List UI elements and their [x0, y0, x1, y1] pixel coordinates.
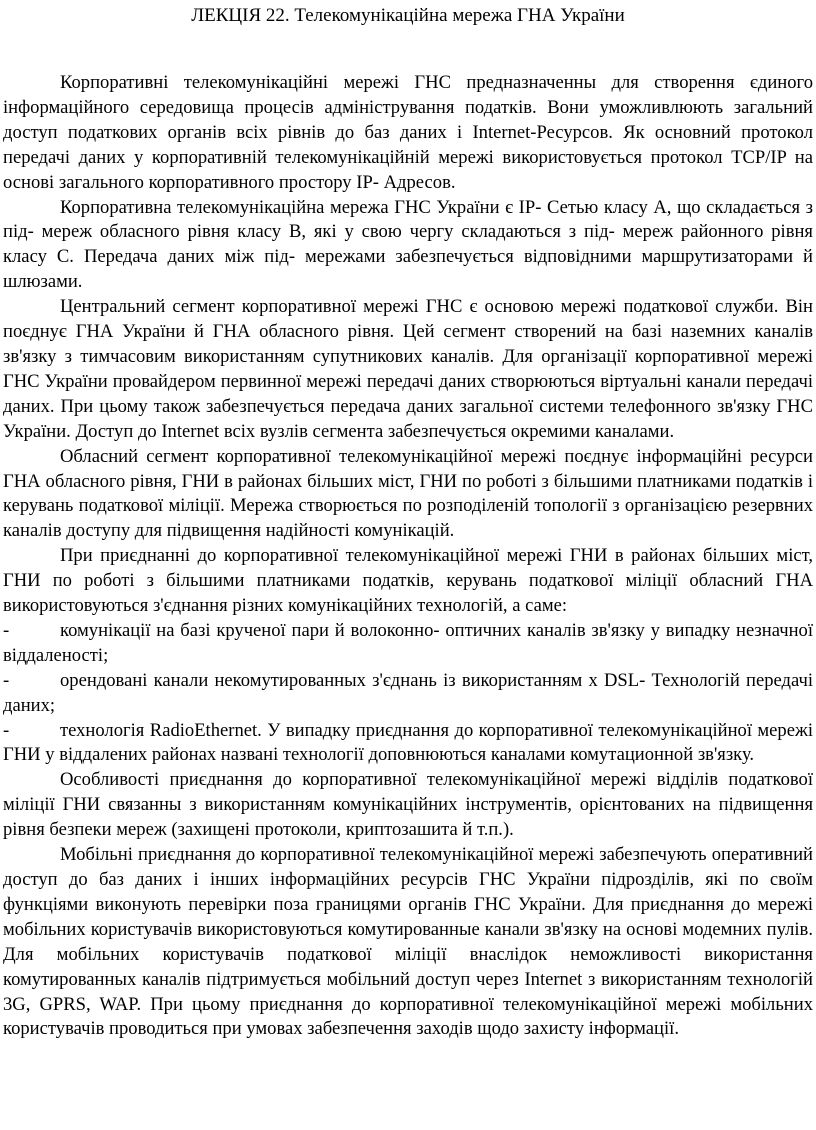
list-item-text: орендовані канали некомутированных з'єднань із використанням х DSL- Технологій передачі даних; [3, 669, 813, 716]
list-item-text: технологія RadioEthernet. У випадку приєднання до корпоративної телекомунікаційної мережі ГНИ у віддалених районах названі технології доповнюються каналами комутационной зв'язку. [3, 719, 813, 766]
list-item [3, 719, 813, 769]
paragraph-regional-segment: Обласний сегмент корпоративної телекомунікаційної мережі поєднує інформаційні ресурси ГНА обласного рівня, ГНИ в районах більших міст, ГНИ по роботі з більшими платниками податків і керувань податкової міліції. Мережа створюється по розподіленій топології з організацією резервних каналів доступу для підвищення надійності комунікацій. [3, 445, 813, 542]
list-marker: - [3, 719, 10, 741]
list-marker: - [3, 619, 10, 641]
paragraph-intro: Корпоративні телекомунікаційні мережі ГНС предназначенны для створення єдиного інформаційного середовища процесів адміністрування податків. Вони уможливлюють загальний доступ податкових органів всіх рівнів до баз даних і Internet-Ресурсов. Як основний протокол передачі даних у корпоративній телекомунікаційній мережі використовується протокол TCP/IP на основі загального корпоративного простору IP- Адресов. [3, 72, 813, 193]
paragraph-central-segment: Центральний сегмент корпоративної мережі ГНС є основою мережі податкової служби. Він поєднує ГНА України й ГНА обласного рівня. Цей сегмент створений на базі наземних каналів зв'язку з тимчасовим використанням супутникових каналів. Для організації корпоративної мережі ГНС України провайдером первинної мережі передачі даних створюються віртуальні канали передачі даних. При цьому також забезпечується передача даних загальної системи телефонного зв'язку ГНС України. Доступ до Internet всіх вузлів сегмента забезпечується окремими каналами. [3, 296, 813, 442]
paragraph-mobile-access: Мобільні приєднання до корпоративної телекомунікаційної мережі забезпечують оперативний доступ до баз даних і інших інформаційних ресурсів ГНС України підрозділів, які по своїм функціями виконують перевірки поза границями органів ГНС України. Для приєднання до мережі мобільних користувачів використовуються комутированные канали зв'язку на основі модемних пулів. Для мобільних користувачів податкової міліції внаслідок неможливості використання комутированных каналів підтримується мобільний доступ через Internet з використанням технологій 3G, GPRS, WAP. При цьому приєднання до корпоративної телекомунікаційної мережі мобільних користувачів проводиться при умовах забезпечення заходів щодо захисту інформації. [3, 844, 813, 1040]
paragraph-connection-technologies: При приєднанні до корпоративної телекомунікаційної мережі ГНИ в районах більших міст, ГНИ по роботі з більшими платниками податків, керувань податкової міліції обласний ГНА використовуються з'єднання різних комунікаційних технологій, а саме: [3, 545, 813, 617]
list-item [3, 669, 813, 719]
list-item [3, 619, 813, 669]
list-marker: - [3, 669, 10, 691]
page-title: ЛЕКЦІЯ 22. Телекомунікаційна мережа ГНА України [191, 5, 625, 26]
list-item-text: комунікації на базі крученої пари й волоконно- оптичних каналів зв'язку у випадку незначної віддаленості; [3, 619, 813, 666]
paragraph-tax-police: Особливості приєднання до корпоративної телекомунікаційної мережі відділів податкової міліції ГНИ связанны з використанням комунікаційних інструментів, орієнтованих на підвищення рівня безпеки мереж (захищені протоколи, криптозашита й т.п.). [3, 769, 813, 841]
paragraph-network-class: Корпоративна телекомунікаційна мережа ГНС України є IP- Сетью класу А, що складається з під- мереж обласного рівня класу В, які у свою чергу складаються з під- мереж районного рівня класу С. Передача даних між під- мережами забезпечується відповідними маршрутизаторами й шлюзами. [3, 196, 813, 293]
